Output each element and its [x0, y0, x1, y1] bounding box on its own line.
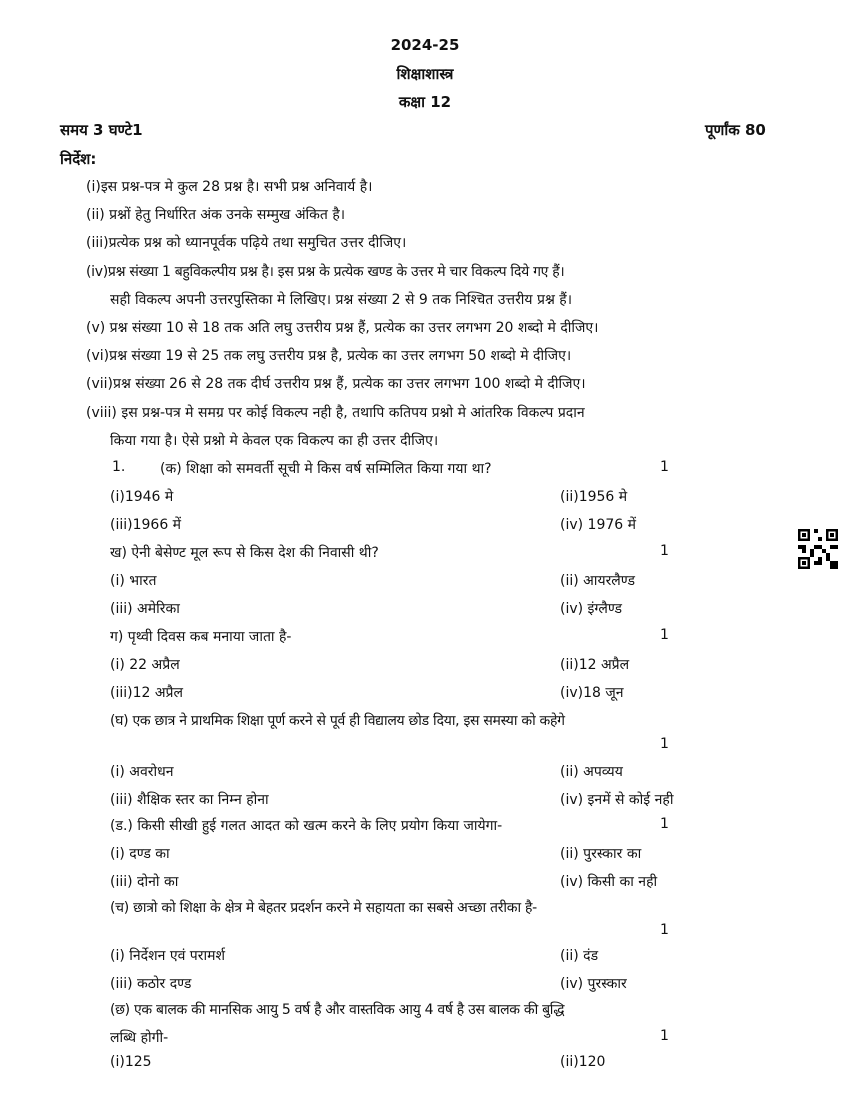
option: (i) निर्देशन एवं परामर्श: [110, 948, 226, 964]
instruction-item: (v) प्रश्न संख्या 10 से 18 तक अति लघु उत्तरीय प्रश्न हैं, प्रत्येक का उत्तर लगभग 20 शब्दो मे दीजिए।: [86, 320, 599, 336]
instruction-item: (vii)प्रश्न संख्या 26 से 28 तक दीर्घ उत्तरीय प्रश्न हैं, प्रत्येक का उत्तर लगभग 100 शब्दो मे दीजिए।: [86, 376, 586, 392]
class-title: कक्षा 12: [398, 93, 452, 111]
question-text: ग) पृथ्वी दिवस कब मनाया जाता है-: [110, 629, 292, 645]
question-marks: 1: [660, 922, 669, 938]
option: (ii) आयरलैण्ड: [560, 573, 635, 589]
option: (iv) पुरस्कार: [560, 976, 627, 992]
option: (ii)120: [560, 1054, 606, 1070]
option: (iii)1966 में: [110, 517, 182, 533]
instruction-item: (i)इस प्रश्न-पत्र मे कुल 28 प्रश्न है। सभी प्रश्न अनिवार्य है।: [86, 179, 373, 195]
question-number: 1.: [112, 459, 126, 475]
option: (iv)18 जून: [560, 685, 624, 701]
option: (i)1946 मे: [110, 489, 174, 505]
option: (iii)12 अप्रैल: [110, 685, 184, 701]
question-marks: 1: [660, 543, 669, 559]
question-text: ख) ऐनी बेसेण्ट मूल रूप से किस देश की निवासी थी?: [110, 545, 379, 561]
question-marks: 1: [660, 816, 669, 832]
subject-title: शिक्षाशास्त्र: [396, 65, 454, 83]
instruction-item: (viii) इस प्रश्न-पत्र मे समग्र पर कोई विकल्प नही है, तथापि कतिपय प्रश्नो मे आंतरिक विकल्प प्रदान: [86, 405, 585, 421]
question-text-continued: लब्धि होगी-: [110, 1030, 169, 1046]
year: 2024-25: [390, 36, 460, 54]
question-text: (ड.) किसी सीखी हुई गलत आदत को खत्म करने के लिए प्रयोग किया जायेगा-: [110, 818, 503, 834]
instruction-item: (iv)प्रश्न संख्या 1 बहुविकल्पीय प्रश्न है। इस प्रश्न के प्रत्येक खण्ड के उत्तर मे चार विकल्प दिये गए हैं।: [86, 264, 565, 280]
instruction-item: सही विकल्प अपनी उत्तरपुस्तिका मे लिखिए। प्रश्न संख्या 2 से 9 तक निश्चित उत्तरीय प्रश्न हैं।: [110, 292, 573, 308]
option: (iv) 1976 में: [560, 517, 636, 533]
question-marks: 1: [660, 627, 669, 643]
question-text: (घ) एक छात्र ने प्राथमिक शिक्षा पूर्ण करने से पूर्व ही विद्यालय छोड दिया, इस समस्या को कहेगे: [110, 713, 565, 729]
option: (i)125: [110, 1054, 152, 1070]
option: (iv) इनमें से कोई नही: [560, 792, 674, 808]
option: (iii) कठोर दण्ड: [110, 976, 192, 992]
question-marks: 1: [660, 736, 669, 752]
option: (i) 22 अप्रैल: [110, 657, 180, 673]
question-marks: 1: [660, 1028, 669, 1044]
question-marks: 1: [660, 459, 669, 475]
option: (iv) किसी का नही: [560, 874, 658, 890]
instruction-item: (ii) प्रश्नों हेतु निर्धारित अंक उनके सम्मुख अंकित है।: [86, 207, 346, 223]
question-text: (च) छात्रो को शिक्षा के क्षेत्र मे बेहतर प्रदर्शन करने मे सहायता का सबसे अच्छा तरीका है-: [110, 900, 537, 916]
option: (i) दण्ड का: [110, 846, 170, 862]
option: (iii) अमेरिका: [110, 601, 180, 617]
option: (ii) दंड: [560, 948, 599, 964]
instruction-item: (iii)प्रत्येक प्रश्न को ध्यानपूर्वक पढ़िये तथा समुचित उत्तर दीजिए।: [86, 235, 407, 251]
total-marks: पूर्णांक 80: [705, 121, 766, 139]
question-text: (छ) एक बालक की मानसिक आयु 5 वर्ष है और वास्तविक आयु 4 वर्ष है उस बालक की बुद्धि: [110, 1002, 565, 1018]
time-limit: समय 3 घण्टे1: [60, 121, 143, 139]
instruction-item: (vi)प्रश्न संख्या 19 से 25 तक लघु उत्तरीय प्रश्न है, प्रत्येक का उत्तर लगभग 50 शब्दो मे दीजिए।: [86, 348, 572, 364]
option: (ii) अपव्यय: [560, 764, 623, 780]
option: (iv) इंग्लैण्ड: [560, 601, 622, 617]
option: (iii) शैक्षिक स्तर का निम्न होना: [110, 792, 269, 808]
instructions-heading: निर्देश:: [60, 150, 97, 168]
option: (i) भारत: [110, 573, 157, 589]
option: (ii)1956 मे: [560, 489, 628, 505]
option: (i) अवरोधन: [110, 764, 174, 780]
question-text: (क) शिक्षा को समवर्ती सूची मे किस वर्ष सम्मिलित किया गया था?: [160, 461, 492, 477]
option: (ii)12 अप्रैल: [560, 657, 630, 673]
option: (ii) पुरस्कार का: [560, 846, 642, 862]
instruction-item: किया गया है। ऐसे प्रश्नो मे केवल एक विकल्प का ही उत्तर दीजिए।: [110, 433, 439, 449]
qr-code-icon: [798, 529, 838, 569]
option: (iii) दोनो का: [110, 874, 179, 890]
